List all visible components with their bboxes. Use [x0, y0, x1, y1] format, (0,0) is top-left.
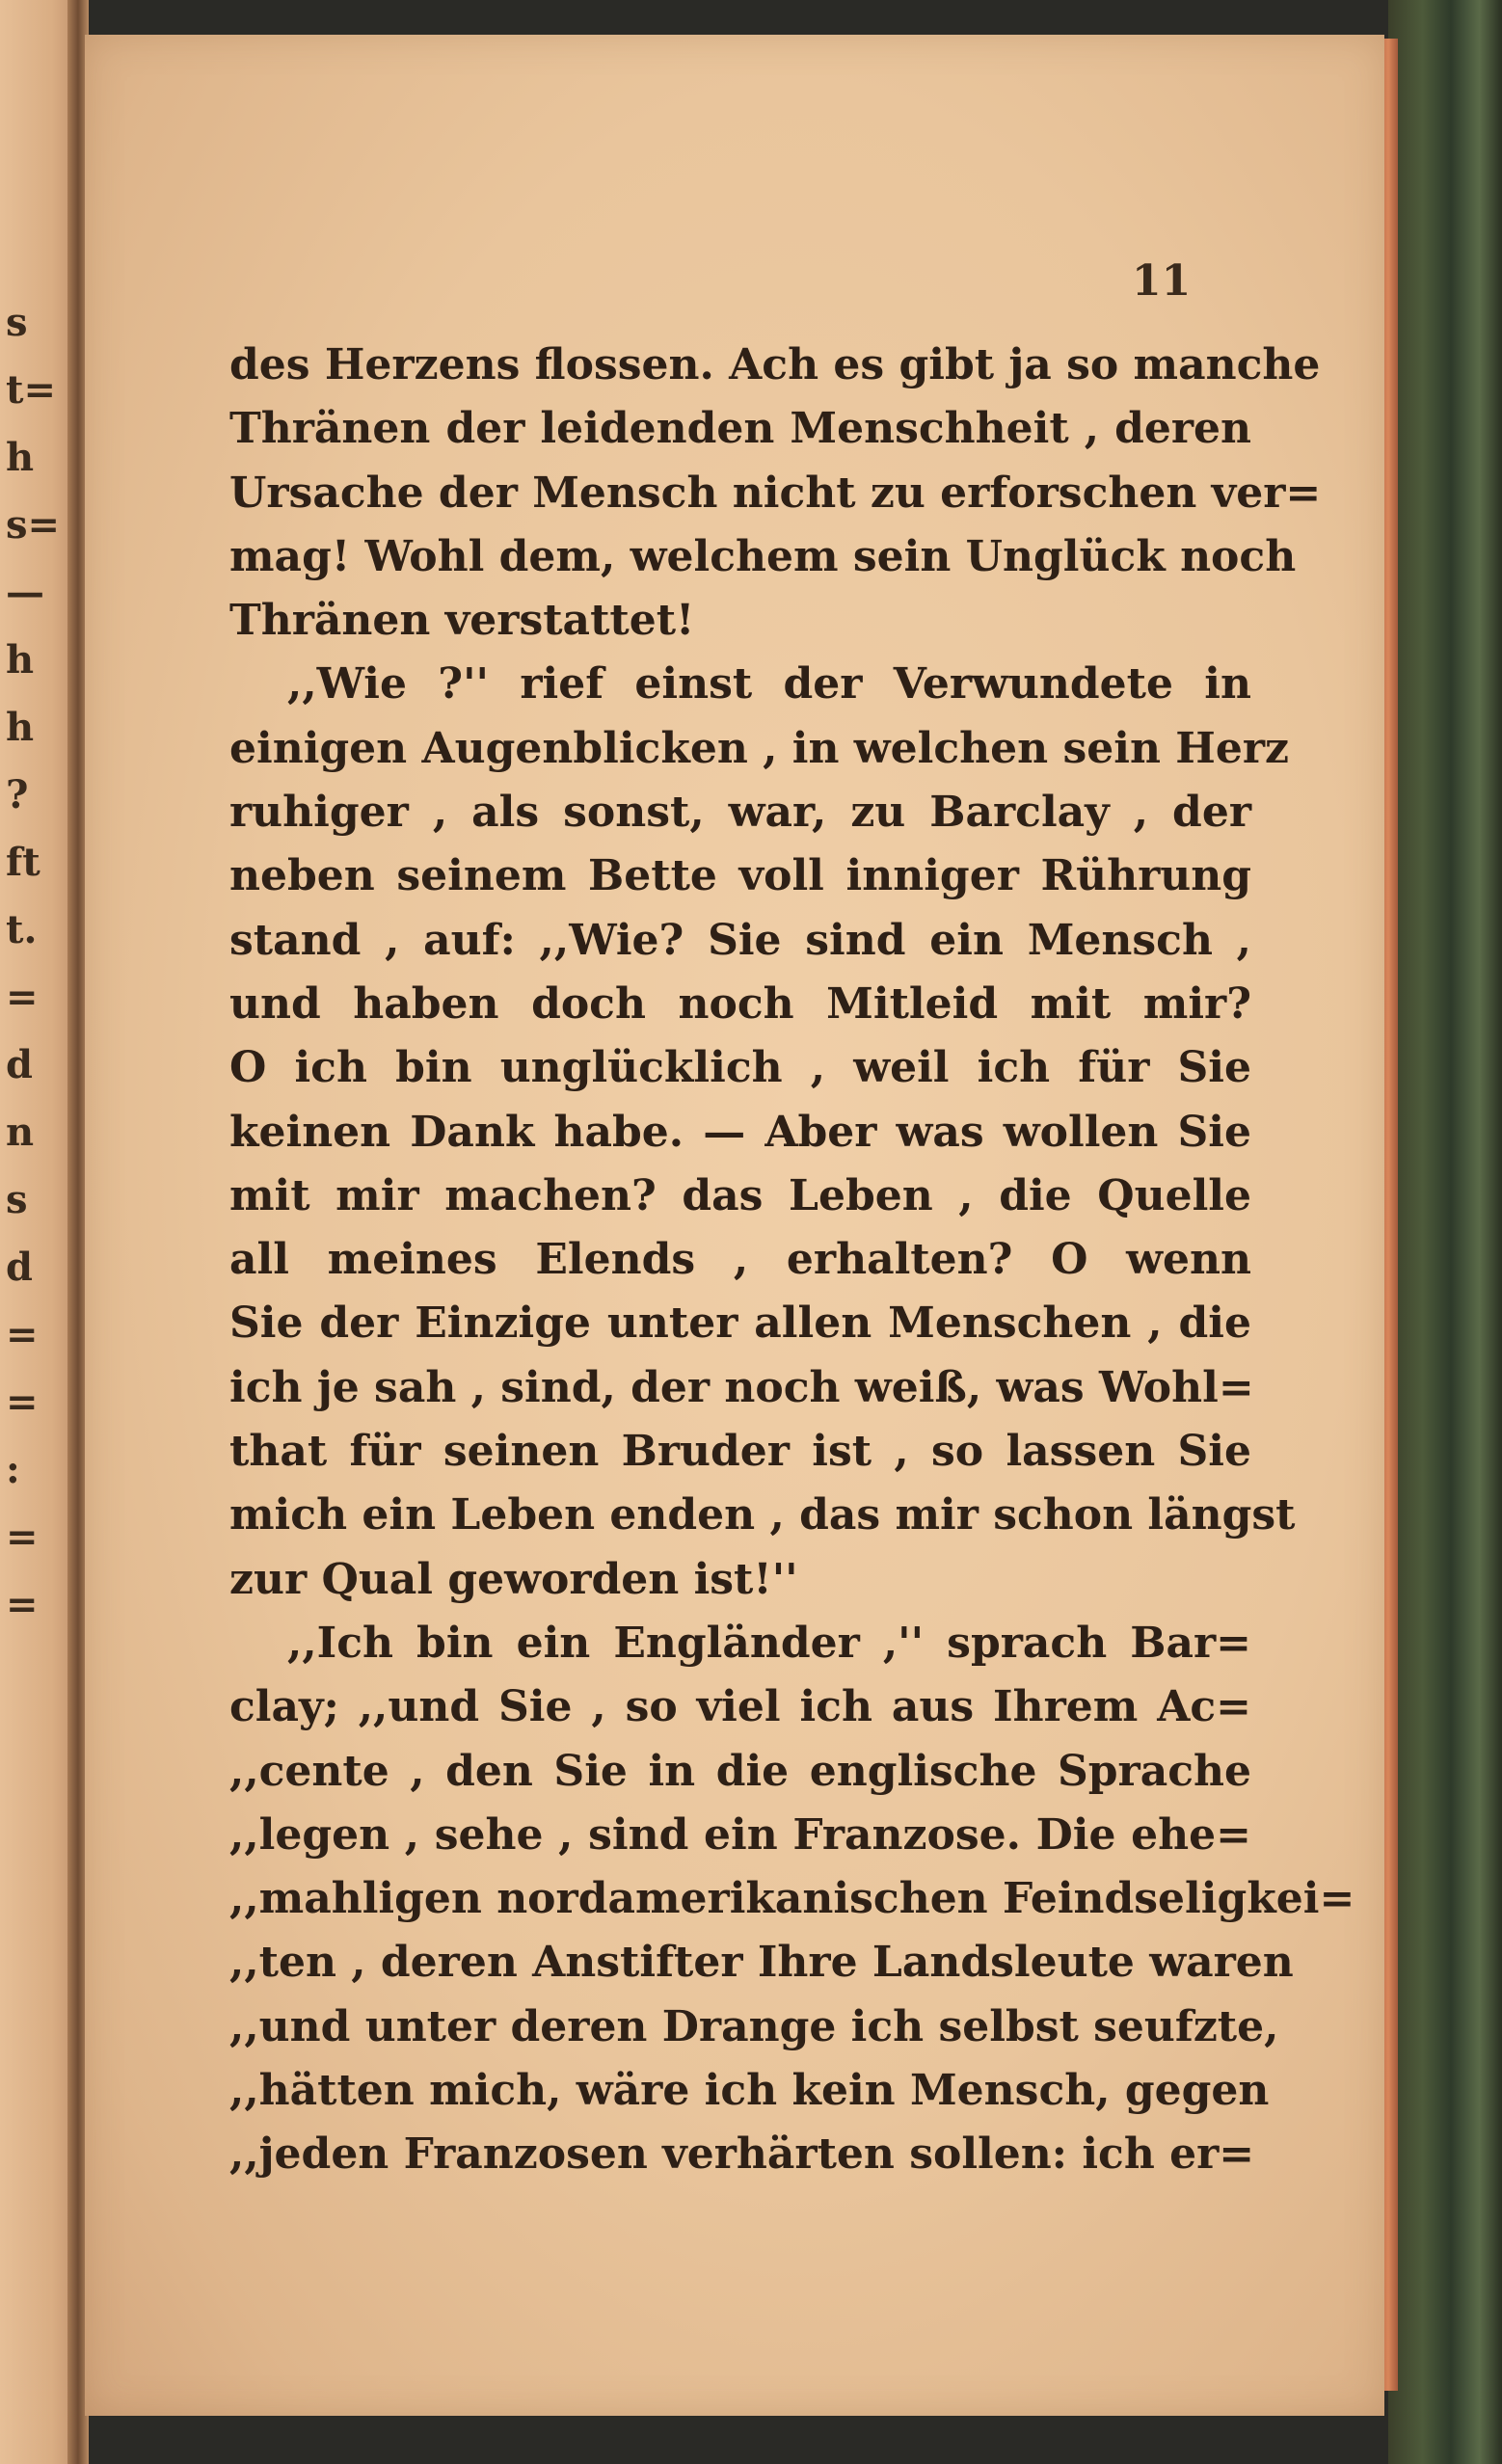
page-number: 11 — [1132, 256, 1192, 306]
text-line: ,,ten , deren Anstifter Ihre Landsleute waren — [229, 1938, 1294, 1988]
text-line: ich je sah , sind, der noch weiß, was Wohl= — [229, 1362, 1254, 1412]
left-page — [0, 0, 75, 2464]
book-cover — [1388, 0, 1502, 2464]
text-line: ,,Wie ?'' rief einst der Verwundete in — [287, 659, 1251, 710]
text-line: clay; ,,und Sie , so viel ich aus Ihrem Ac= — [229, 1682, 1251, 1732]
left-fragment: s — [6, 1177, 28, 1222]
left-fragment: s= — [6, 502, 61, 548]
left-fragment: — — [6, 570, 44, 615]
text-line: ,,mahligen nordamerikanischen Feindseligkei= — [229, 1874, 1355, 1924]
text-line: ,,cente , den Sie in die englische Sprache — [229, 1746, 1251, 1796]
left-fragment: s — [6, 300, 28, 345]
left-fragment: t= — [6, 367, 56, 413]
text-line: Sie der Einzige unter allen Menschen , die — [229, 1299, 1251, 1349]
left-fragment: ? — [6, 772, 29, 817]
text-line: stand , auf: ,,Wie? Sie sind ein Mensch , — [229, 915, 1251, 965]
left-page-text-fragments — [6, 289, 64, 1639]
text-line: that für seinen Bruder ist , so lassen Sie — [229, 1427, 1251, 1477]
text-line: mit mir machen? das Leben , die Quelle — [229, 1170, 1251, 1220]
text-line: O ich bin unglücklich , weil ich für Sie — [229, 1043, 1251, 1093]
text-line: ,,jeden Franzosen verhärten sollen: ich er= — [229, 2129, 1255, 2180]
text-line: Ursache der Mensch nicht zu erforschen ver= — [229, 468, 1322, 518]
text-line: ,,und unter deren Drange ich selbst seufzte, — [229, 2001, 1279, 2051]
text-line: neben seinem Bette voll inniger Rührung — [229, 851, 1251, 901]
left-fragment: h — [6, 705, 35, 750]
book-page — [85, 35, 1384, 2416]
left-fragment: d — [6, 1042, 33, 1087]
left-fragment: h — [6, 637, 35, 683]
left-fragment: ft — [6, 840, 40, 885]
left-fragment: = — [6, 1582, 39, 1627]
text-line: und haben doch noch Mitleid mit mir? — [229, 978, 1251, 1029]
left-fragment: d — [6, 1245, 33, 1290]
text-line: einigen Augenblicken , in welchen sein Herz — [229, 723, 1289, 773]
text-line: keinen Dank habe. — Aber was wollen Sie — [229, 1107, 1251, 1157]
text-line: ,,legen , sehe , sind ein Franzose. Die ehe= — [229, 1809, 1251, 1860]
text-line: ruhiger , als sonst, war, zu Barclay , der — [229, 788, 1251, 838]
text-line: Thränen verstattet! — [229, 596, 695, 646]
left-fragment: = — [6, 1514, 39, 1560]
left-fragment: : — [6, 1447, 20, 1492]
left-fragment: n — [6, 1110, 35, 1155]
text-line: ,,hätten mich, wäre ich kein Mensch, gegen — [229, 2066, 1270, 2116]
text-line: zur Qual geworden ist!'' — [229, 1554, 798, 1604]
left-fragment: = — [6, 1312, 39, 1357]
left-fragment: h — [6, 435, 35, 480]
left-fragment: = — [6, 1379, 39, 1425]
text-line: all meines Elends , erhalten? O wenn — [229, 1235, 1251, 1285]
left-fragment: = — [6, 975, 39, 1020]
left-fragment: t. — [6, 907, 38, 952]
text-line: mich ein Leben enden , das mir schon längst — [229, 1490, 1296, 1540]
text-line: ,,Ich bin ein Engländer ,'' sprach Bar= — [287, 1618, 1251, 1668]
body-text — [229, 334, 1355, 2187]
text-line: mag! Wohl dem, welchem sein Unglück noch — [229, 531, 1297, 581]
text-line: des Herzens flossen. Ach es gibt ja so manche — [229, 340, 1321, 389]
text-line: Thränen der leidenden Menschheit , deren — [229, 404, 1251, 454]
